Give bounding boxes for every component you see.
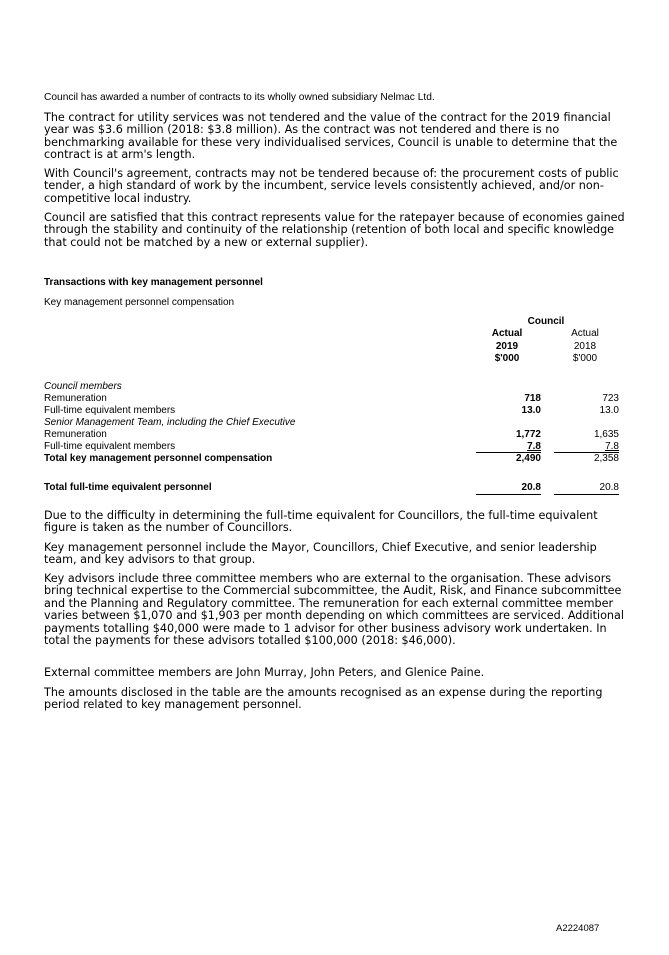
value-2018: 1,635 (593, 429, 619, 440)
table-row (44, 482, 619, 494)
paragraph-amounts-disclosed: The amounts disclosed in the table are the amounts recognised as an expense during the reporting period related to key management personnel. (44, 686, 603, 712)
value-2018-fte-total: 20.8 (599, 482, 619, 493)
paragraph-key-advisors: Key advisors include three committee members who are external to the organisation. These advisors bring technical expertise to the Commercial subcommittee, the Audit, Risk, and Finance subcommittee and the Planning and Regulatory committee. The remuneration for each external committee member varies between $1,070 and $1,903 per month depending on which committees are serviced. Additional payments totalling $40,000 were made to 1 advisor for other business advisory work undertaken. In total the payments for these advisors totalled $100,000 (2018: $46,000). (44, 572, 624, 648)
value-2018: 7.8 (605, 441, 619, 452)
intro-text: Council has awarded a number of contracts to its wholly owned subsidiary Nelmac Ltd. (44, 92, 435, 103)
col-2018-unit: $'000 (572, 353, 598, 364)
value-2018: 13.0 (599, 405, 619, 416)
col-2019-year: 2019 (495, 341, 519, 352)
paragraph-kmp-include: Key management personnel include the Mayor, Councillors, Chief Executive, and senior leadership team, and key advisors to that group. (44, 541, 597, 567)
row-label-total: Total key management personnel compensation (44, 453, 273, 464)
row-label: Remuneration (44, 393, 107, 404)
table-row (44, 393, 619, 405)
paragraph-external-members: External committee members are John Murray, John Peters, and Glenice Paine. (44, 666, 485, 679)
paragraph-council-agreement: With Council's agreement, contracts may not be tendered because of: the procurement costs of public tender, a high standard of work by the incumbent, service levels consistently achieved, and/or non-competitive local industry. (44, 167, 619, 205)
paragraph-value-ratepayer: Council are satisfied that this contract represents value for the ratepayer because of economies gained through the stability and continuity of the relationship (retention of both local and specific knowledge that could not be matched by a new or external supplier). (44, 211, 625, 249)
value-2019: 718 (524, 393, 541, 404)
table-row (44, 453, 619, 465)
document-reference-code: A2224087 (556, 923, 600, 934)
value-2019: 1,772 (515, 429, 541, 440)
paragraph-fte-note: Due to the difficulty in determining the full-time equivalent for Councillors, the full-time equivalent figure is taken as the number of Councillors. (44, 509, 598, 535)
value-2018-total: 2,358 (593, 453, 619, 464)
total-rule-2019 (476, 494, 541, 495)
row-label: Full-time equivalent members (44, 441, 176, 452)
paragraph-contract-utility: The contract for utility services was not tendered and the value of the contract for the 2019 financial year was $3.6 million (2018: $3.8 million). As the contract was not tendered and there is no benchmarking available for these very individualised services, Council is unable to determine that the contract is at arm's length. (44, 111, 618, 162)
value-2019-fte-total: 20.8 (521, 482, 541, 493)
value-2019-total: 2,490 (515, 453, 541, 464)
table-group-header: Council (527, 316, 565, 327)
value-2019: 13.0 (521, 405, 541, 416)
col-2019-unit: $'000 (494, 353, 520, 364)
col-2018-label1: Actual (571, 328, 599, 339)
section-heading: Transactions with key management personnel (44, 277, 263, 288)
table-row (44, 429, 619, 441)
col-2019-label1: Actual (491, 328, 523, 339)
value-2018: 723 (602, 393, 619, 404)
row-label-fte-total: Total full-time equivalent personnel (44, 482, 212, 493)
total-rule-2018 (554, 494, 619, 495)
table-row (44, 417, 619, 429)
value-2019: 7.8 (527, 441, 541, 452)
row-label: Full-time equivalent members (44, 405, 176, 416)
col-2018-year: 2018 (573, 341, 597, 352)
smt-heading: Senior Management Team, including the Chief Executive (44, 417, 296, 428)
council-members-heading: Council members (44, 381, 122, 392)
row-label: Remuneration (44, 429, 107, 440)
table-row (44, 405, 619, 417)
table-row (44, 381, 619, 393)
section-subheading: Key management personnel compensation (44, 297, 235, 308)
